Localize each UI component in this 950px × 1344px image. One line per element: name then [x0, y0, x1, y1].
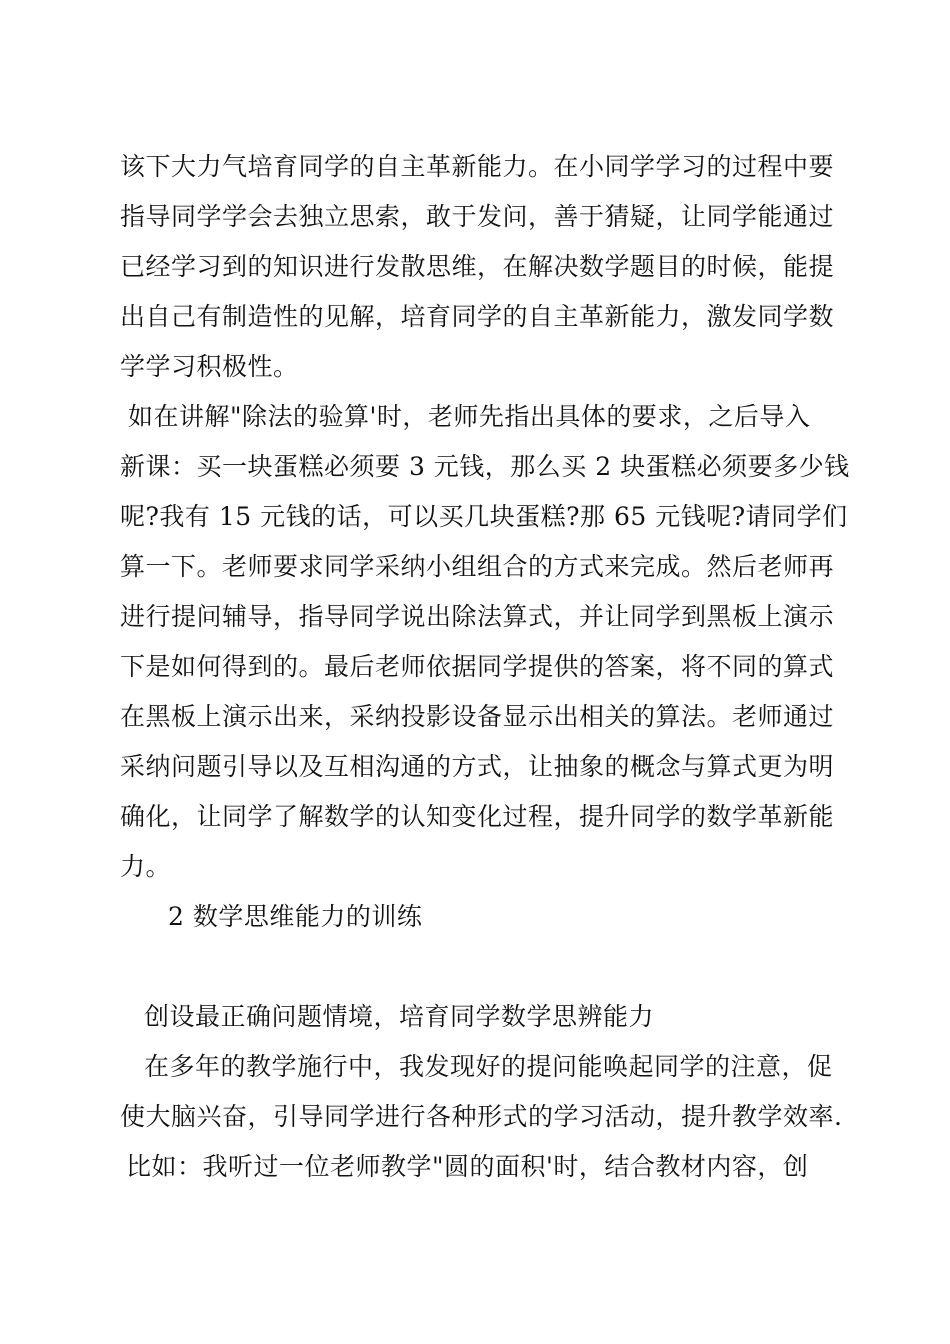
subsection-heading: 创设最正确问题情境，培育同学数学思辨能力: [144, 1002, 655, 1031]
text-line: 已经学习到的知识进行发散思维，在解决数学题目的时候，能提: [120, 252, 835, 281]
text-line: 采纳问题引导以及互相沟通的方式，让抽象的概念与算式更为明: [120, 752, 835, 781]
section-heading: 2 数学思维能力的训练: [168, 902, 423, 931]
text-line: 新课：买一块蛋糕必须要 3 元钱，那么买 2 块蛋糕必须要多少钱: [120, 452, 850, 481]
text-line: 算一下。老师要求同学采纳小组组合的方式来完成。然后老师再: [120, 552, 835, 581]
text-line: 出自己有制造性的见解，培育同学的自主革新能力，激发同学数: [120, 302, 835, 331]
text-line: 如在讲解"除法的验算'时，老师先指出具体的要求，之后导入: [128, 402, 811, 431]
text-line: 使大脑兴奋，引导同学进行各种形式的学习活动，提升教学效率.: [120, 1102, 843, 1131]
text-line: 下是如何得到的。最后老师依据同学提供的答案，将不同的算式: [120, 652, 835, 681]
text-line: 进行提问辅导，指导同学说出除法算式，并让同学到黑板上演示: [120, 602, 835, 631]
text-line: 学学习积极性。: [120, 352, 299, 381]
text-line: 该下大力气培育同学的自主革新能力。在小同学学习的过程中要: [120, 152, 835, 181]
text-line: 在黑板上演示出来，采纳投影设备显示出相关的算法。老师通过: [120, 702, 835, 731]
text-line: 比如：我听过一位老师教学"圆的面积'时，结合教材内容，创: [126, 1152, 809, 1181]
text-line: 在多年的教学施行中，我发现好的提问能唤起同学的注意，促: [144, 1052, 833, 1081]
text-line: 确化，让同学了解数学的认知变化过程，提升同学的数学革新能: [120, 802, 835, 831]
text-line: 指导同学学会去独立思索，敢于发问，善于猜疑，让同学能通过: [120, 202, 835, 231]
text-line: 力。: [120, 852, 172, 881]
text-line: 呢?我有 15 元钱的话，可以买几块蛋糕?那 65 元钱呢?请同学们: [120, 502, 848, 531]
